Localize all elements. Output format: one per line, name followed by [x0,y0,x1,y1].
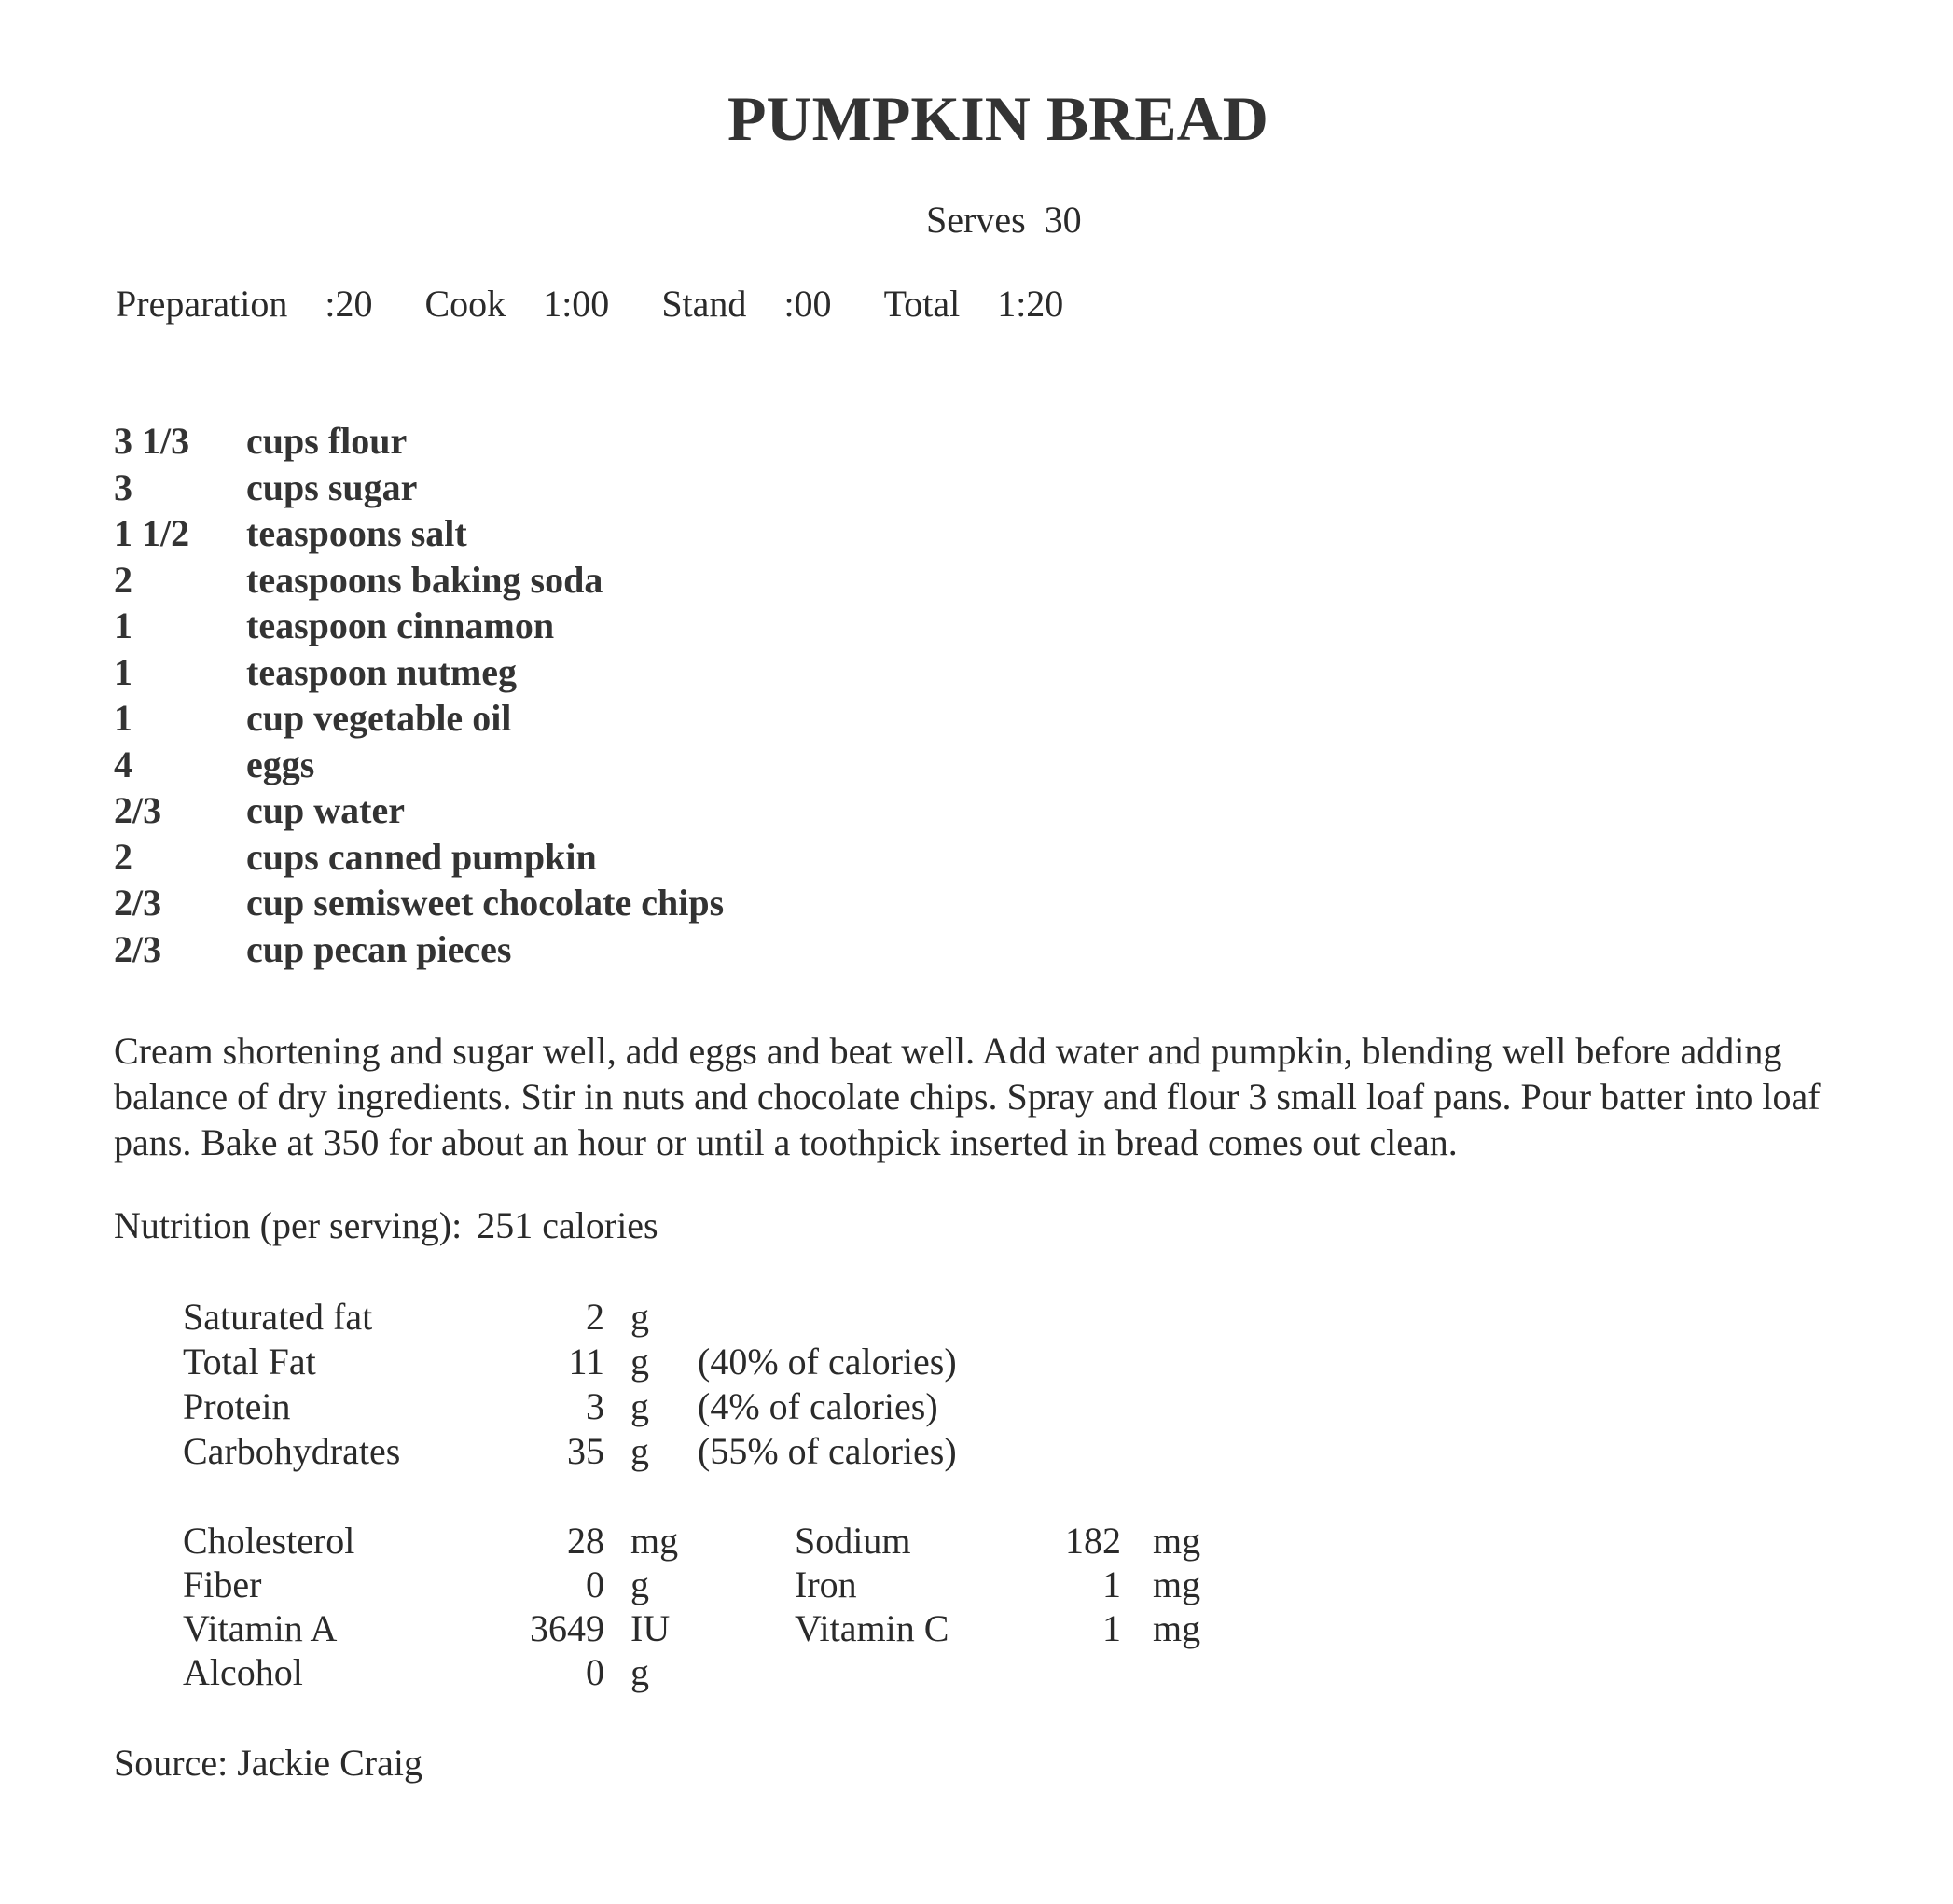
ingredient-row [114,510,724,557]
nutrient-value: 182 [1065,1520,1121,1562]
nutrient-name: Alcohol [183,1651,303,1693]
nutrient-unit: IU [630,1607,671,1649]
nutrient-value: 1 [1102,1564,1121,1605]
ingredient-row [114,465,724,511]
nutrient-value: 0 [586,1564,604,1605]
cook-value: 1:00 [543,283,610,325]
ingredient-qty: 2/3 [114,882,162,924]
macro-nutrient-table [183,1295,957,1474]
ingredient-qty: 2/3 [114,927,162,970]
nutrient-unit: g [630,1564,649,1605]
nutrient-percent: (55% of calories) [698,1430,957,1472]
ingredient-item: cup pecan pieces [246,927,512,970]
ingredient-row [114,926,724,973]
nutrient-unit: g [630,1385,649,1427]
nutrient-unit: mg [1153,1564,1201,1605]
column-gap [683,1606,795,1650]
nutrient-value: 0 [586,1651,604,1693]
ingredient-item: teaspoon cinnamon [246,605,555,646]
ingredient-item: teaspoons salt [246,512,467,554]
nutrient-name: Total Fat [183,1341,316,1383]
ingredient-qty: 3 [114,466,132,508]
ingredient-row [114,603,724,649]
nutrient-value: 3 [586,1385,604,1427]
directions-paragraph: Cream shortening and sugar well, add eggs and beat well. Add water and pumpkin, blending well before adding balance of dry ingredients. Stir in nuts and chocolate chips. Spray and flour 3 small loaf pans. Pour batter into loaf pans. Bake at 350 for about an hour or until a toothpick inserted in bread comes out clean. [114,1030,1821,1163]
nutrient-unit: g [630,1651,649,1693]
time-line [116,282,1106,326]
total-value: 1:20 [997,283,1064,325]
source-credit: Source: Jackie Craig [114,1742,422,1784]
serves-label: Serves [926,199,1026,241]
nutrient-value: 11 [568,1341,604,1383]
ingredient-list [114,418,724,972]
ingredient-item: cup vegetable oil [246,697,512,739]
nutrient-unit: mg [1153,1520,1201,1562]
ingredient-row [114,695,724,742]
ingredient-item: teaspoon nutmeg [246,650,518,693]
serves-line [926,198,1082,242]
nutrient-unit [1121,1650,1209,1694]
nutrient-value [1018,1650,1121,1694]
serves-value: 30 [1044,199,1082,241]
nutrient-value: 1 [1102,1607,1121,1649]
table-row [183,1384,957,1429]
ingredient-qty: 2 [114,558,132,601]
ingredient-item: eggs [246,743,315,785]
nutrient-name: Vitamin C [795,1607,949,1649]
ingredient-item: cup water [246,789,405,831]
nutrient-name: Cholesterol [183,1520,355,1562]
nutrient-unit: mg [630,1520,679,1562]
nutrient-unit: mg [1153,1607,1201,1649]
ingredient-row [114,834,724,881]
table-row [183,1563,1209,1606]
ingredient-qty: 3 1/3 [114,420,190,462]
table-row [183,1340,957,1384]
ingredient-qty: 1 1/2 [114,512,190,554]
calories-value: 251 calories [477,1204,658,1246]
cook-label: Cook [424,283,506,325]
ingredient-qty: 4 [114,743,132,785]
table-row [183,1650,1209,1694]
ingredient-item: cups canned pumpkin [246,835,597,878]
column-gap [683,1563,795,1606]
nutrient-value: 2 [586,1296,604,1338]
nutrient-unit: g [630,1296,649,1338]
nutrient-percent [683,1295,957,1340]
total-label: Total [883,283,961,325]
ingredient-item: teaspoons baking soda [246,558,603,601]
nutrient-value: 35 [567,1430,604,1472]
ingredient-qty: 1 [114,650,132,693]
table-row [183,1606,1209,1650]
ingredient-qty: 2 [114,835,132,878]
nutrient-name: Saturated fat [183,1296,373,1338]
nutrient-value: 3649 [530,1607,604,1649]
micro-nutrient-table [183,1519,1209,1694]
nutrient-value: 28 [567,1520,604,1562]
nutrient-unit: g [630,1430,649,1472]
nutrient-percent: (4% of calories) [698,1385,938,1427]
preparation-value: :20 [325,283,373,325]
ingredient-row [114,418,724,465]
nutrient-name: Carbohydrates [183,1430,401,1472]
nutrient-percent: (40% of calories) [698,1341,957,1383]
nutrient-name: Iron [795,1564,857,1605]
table-row [183,1429,957,1474]
nutrition-heading [114,1203,658,1247]
ingredient-item: cup semisweet chocolate chips [246,882,725,924]
column-gap [683,1519,795,1563]
nutrition-label: Nutrition (per serving): [114,1204,463,1246]
nutrient-name: Sodium [795,1520,911,1562]
nutrient-unit: g [630,1341,649,1383]
nutrient-name: Protein [183,1385,291,1427]
nutrient-name: Vitamin A [183,1607,338,1649]
stand-label: Stand [661,283,747,325]
ingredient-row [114,649,724,696]
nutrient-name [795,1650,1018,1694]
ingredient-item: cups sugar [246,466,418,508]
ingredient-qty: 2/3 [114,789,162,831]
column-gap [683,1650,795,1694]
page-title: PUMPKIN BREAD [727,83,1268,154]
nutrient-name: Fiber [183,1564,262,1605]
table-row [183,1519,1209,1563]
ingredient-row [114,787,724,834]
ingredient-row [114,557,724,604]
stand-value: :00 [783,283,832,325]
ingredient-qty: 1 [114,605,132,646]
ingredient-item: cups flour [246,420,408,462]
ingredient-row [114,880,724,926]
ingredient-row [114,742,724,788]
table-row [183,1295,957,1340]
preparation-label: Preparation [116,283,288,325]
ingredient-qty: 1 [114,697,132,739]
